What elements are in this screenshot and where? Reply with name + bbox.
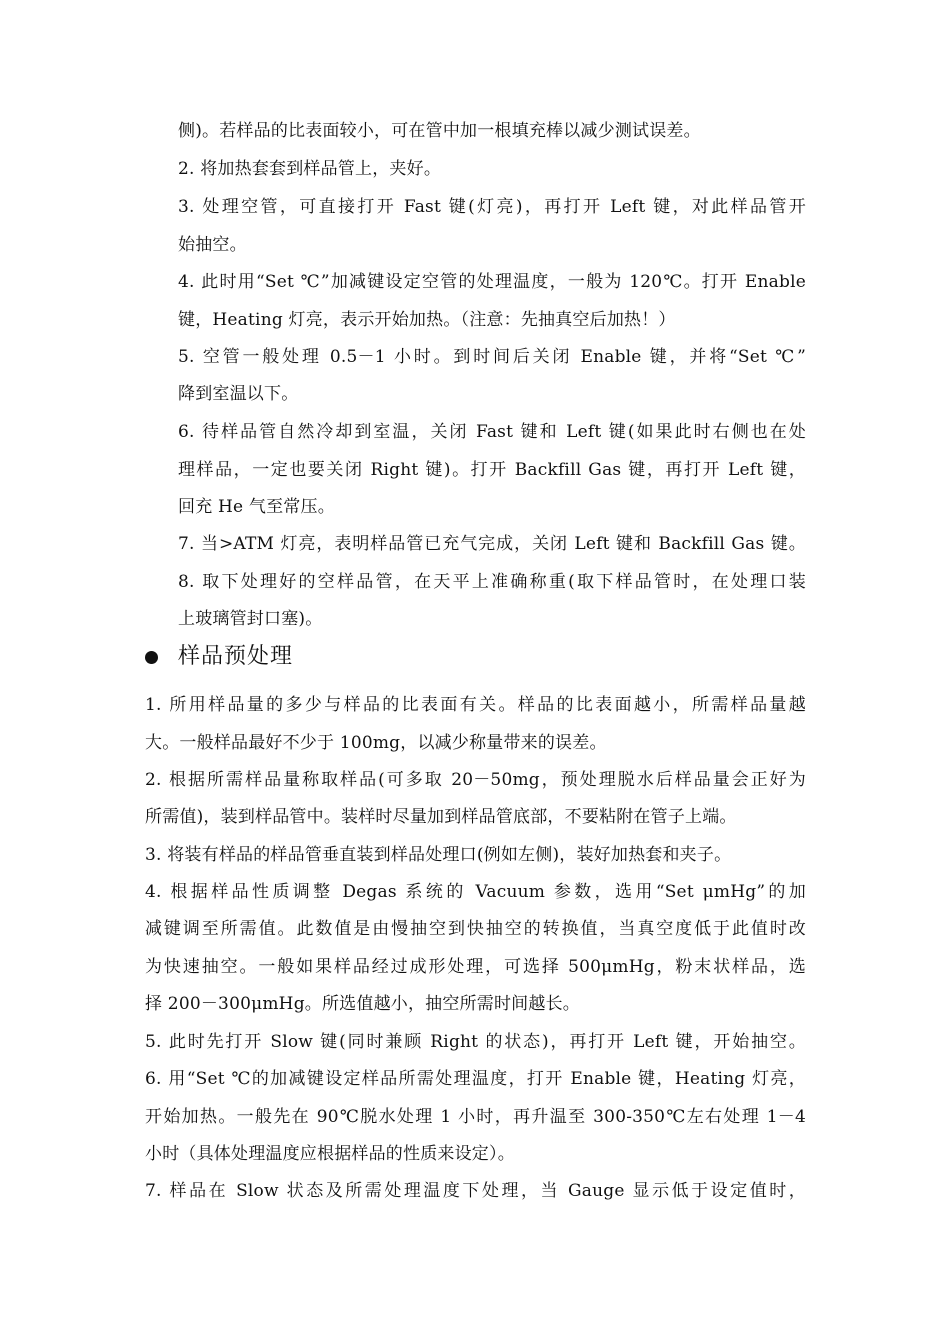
- paragraph-line: 理样品，一定也要关闭 Right 键)。打开 Backfill Gas 键，再打开 Left 键，: [178, 460, 806, 480]
- paragraph-line: 8. 取下处理好的空样品管，在天平上准确称重(取下样品管时，在处理口装: [178, 572, 806, 592]
- paragraph-line: 为快速抽空。一般如果样品经过成形处理，可选择 500μmHg，粉末状样品，选: [145, 957, 806, 977]
- bullet-icon: [145, 651, 158, 664]
- paragraph-line: 键，Heating 灯亮，表示开始加热。（注意：先抽真空后加热！）: [178, 310, 676, 330]
- paragraph-line: 2. 根据所需样品量称取样品(可多取 20－50mg，预处理脱水后样品量会正好为: [145, 770, 806, 790]
- paragraph-line: 6. 待样品管自然冷却到室温，关闭 Fast 键和 Left 键(如果此时右侧也在处: [178, 422, 806, 442]
- paragraph-line: 5. 空管一般处理 0.5－1 小时。到时间后关闭 Enable 键，并将“Set ℃”: [178, 347, 806, 367]
- paragraph-line: 始抽空。: [178, 235, 247, 255]
- paragraph-line: 减键调至所需值。此数值是由慢抽空到快抽空的转换值，当真空度低于此值时改: [145, 919, 806, 939]
- paragraph-line: 所需值)，装到样品管中。装样时尽量加到样品管底部，不要粘附在管子上端。: [145, 807, 737, 827]
- section-title: 样品预处理: [178, 644, 294, 669]
- paragraph-line: 上玻璃管封口塞)。: [178, 609, 323, 629]
- paragraph-line: 大。一般样品最好不少于 100mg，以减少称量带来的误差。: [145, 733, 607, 753]
- paragraph-line: 7. 当>ATM 灯亮，表明样品管已充气完成，关闭 Left 键和 Backfill Gas 键。: [178, 534, 806, 554]
- paragraph-line: 侧)。若样品的比表面较小，可在管中加一根填充棒以减少测试误差。: [178, 121, 701, 141]
- paragraph-line: 7. 样品在 Slow 状态及所需处理温度下处理，当 Gauge 显示低于设定值时，: [145, 1181, 806, 1201]
- paragraph-line: 1. 所用样品量的多少与样品的比表面有关。样品的比表面越小，所需样品量越: [145, 695, 806, 715]
- paragraph-line: 小时（具体处理温度应根据样品的性质来设定）。: [145, 1144, 515, 1164]
- paragraph-line: 降到室温以下。: [178, 384, 299, 404]
- paragraph-line: 开始加热。一般先在 90℃脱水处理 1 小时，再升温至 300-350℃左右处理 1－4: [145, 1107, 806, 1127]
- paragraph-line: 5. 此时先打开 Slow 键(同时兼顾 Right 的状态)，再打开 Left 键，开始抽空。: [145, 1032, 806, 1052]
- paragraph-line: 4. 此时用“Set ℃”加减键设定空管的处理温度，一般为 120℃。打开 Enable: [178, 272, 806, 292]
- paragraph-line: 2. 将加热套套到样品管上，夹好。: [178, 159, 442, 179]
- paragraph-line: 3. 将装有样品的样品管垂直装到样品处理口(例如左侧)，装好加热套和夹子。: [145, 845, 732, 865]
- paragraph-line: 择 200－300μmHg。所选值越小，抽空所需时间越长。: [145, 994, 580, 1014]
- section-header: [145, 642, 293, 672]
- paragraph-line: 回充 He 气至常压。: [178, 497, 335, 517]
- paragraph-line: 6. 用“Set ℃的加减键设定样品所需处理温度，打开 Enable 键，Heating 灯亮，: [145, 1069, 806, 1089]
- paragraph-line: 3. 处理空管，可直接打开 Fast 键(灯亮)，再打开 Left 键，对此样品管开: [178, 197, 806, 217]
- paragraph-line: 4. 根据样品性质调整 Degas 系统的 Vacuum 参数，选用“Set μmHg”的加: [145, 882, 806, 902]
